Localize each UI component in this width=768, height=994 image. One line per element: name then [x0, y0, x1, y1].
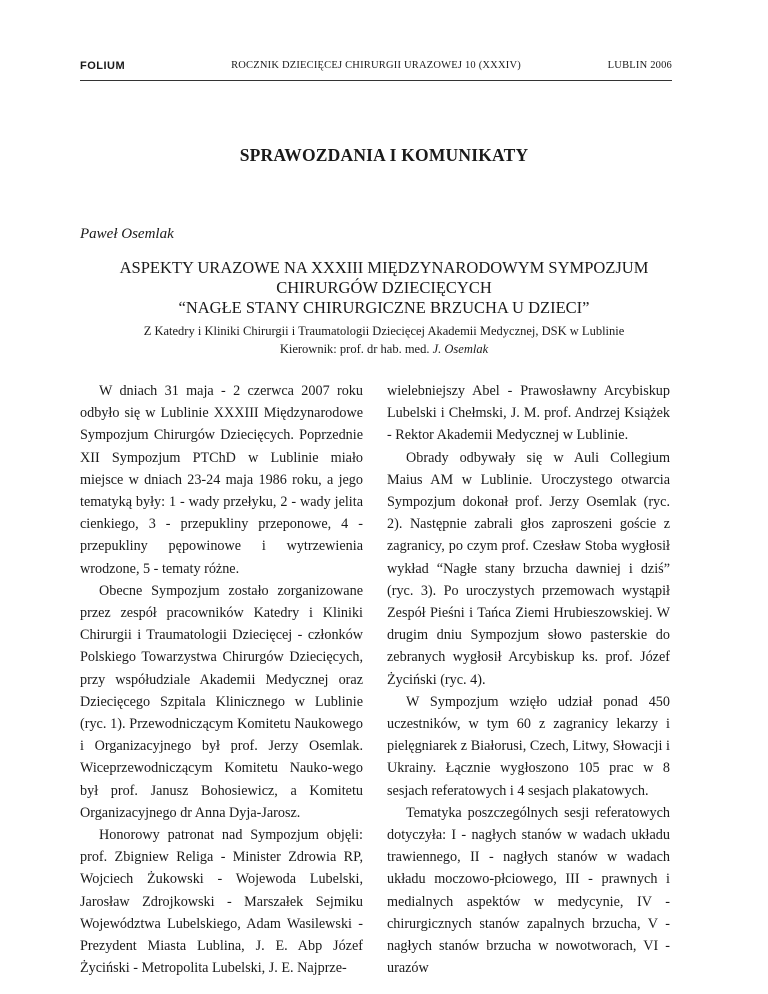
affiliation-line: Z Katedry i Kliniki Chirurgii i Traumatologii Dziecięcej Akademii Medycznej, DSK w Lublinie: [143, 324, 625, 338]
head-name: J. Osemlak: [432, 342, 489, 356]
paragraph: Tematyka poszczególnych sesji referatowych dotyczyła: I - nagłych stanów w wadach układu trawiennego, II - nagłych stanów w wadach układu moczowo-płciowego, III - prawnych i medialnych aspektów w medycynie, IV - chirurgicznych stanów zapalnych brzucha, V - nagłych stanów brzucha w nowotworach, VI - urazów: [387, 804, 670, 977]
header-rule: [80, 80, 672, 81]
title-line: “NAGŁE STANY CHIRURGICZNE BRZUCHA U DZIECI”: [178, 298, 590, 317]
paragraph: wielebniejszy Abel - Prawosławny Arcybiskup Lubelski i Chełmski, J. M. prof. Andrzej Książek - Rektor Akademii Medycznej w Lublinie.: [387, 383, 670, 444]
section-title: SPRAWOZDANIA I KOMUNIKATY: [239, 145, 529, 165]
publisher-logo: FOLIUM: [80, 60, 126, 72]
head-prefix: Kierownik: prof. dr hab. med.: [279, 342, 430, 356]
paragraph: Obrady odbywały się w Auli Collegium Maius AM w Lublinie. Uroczystego otwarcia Sympozjum dokonał prof. Jerzy Osemlak (ryc. 2). Następnie zabrali głos zaproszeni goście z zagranicy, po czym prof. Czesław Stoba wygłosił wykład “Nagłe stany brzucha dawniej i dziś” (ryc. 3). Po uroczystych przemowach wystąpił Zespół Pieśni i Tańca Ziemi Hrubieszowskiej. W drugim dniu Sympozjum słowo pasterskie do zebranych wygłosił Arcybiskup ks. prof. Józef Życiński (ryc. 4).: [387, 449, 670, 688]
journal-name: ROCZNIK DZIECIĘCEJ CHIRURGII URAZOWEJ 10 (XXXIV): [231, 60, 521, 71]
body-column-left: [80, 380, 363, 979]
affiliation-line: [40, 340, 728, 358]
author-name: Paweł Osemlak: [80, 226, 174, 242]
paragraph: Obecne Sympozjum zostało zorganizowane przez zespół pracowników Katedry i Kliniki Chirurgii i Traumatologii Dziecięcej - członków Polskiego Towarzystwa Chirurgów Dziecięcych, przy współudziale Akademii Medycznej oraz Dziecięcego Szpitala Klinicznego w Lublinie (ryc. 1). Przewodniczącym Komitetu Naukowego i Organizacyjnego był prof. Jerzy Osemlak. Wiceprzewodniczącym Komitetu Nauko-wego był prof. Janusz Bohosiewicz, a Komitetu Organizacyjnego dr Anna Dyja-Jarosz.: [80, 582, 363, 821]
article-title: [60, 258, 708, 318]
paragraph: Honorowy patronat nad Sympozjum objęli: prof. Zbigniew Religa - Minister Zdrowia RP, Wojciech Żukowski - Wojewoda Lubelski, Jarosław Zdrojkowski - Marszałek Sejmiku Województwa Lubelskiego, Adam Wasilewski - Prezydent Miasta Lublina, J. E. Abp Józef Życiński - Metropolita Lubelski, J. E. Najprze-: [80, 827, 363, 977]
title-line: CHIRURGÓW DZIECIĘCYCH: [276, 278, 492, 297]
paragraph: W dniach 31 maja - 2 czerwca 2007 roku odbyło się w Lublinie XXXIII Międzynarodowe Sympozjum Chirurgów Dziecięcych. Poprzednie XII Sympozjum PTChD w Lublinie miało miejsce w dniach 23-24 maja 1986 roku, a jego tematyką były: 1 - wady przełyku, 2 - wady jelita cienkiego, 3 - przepukliny przeponowe, 4 - przepukliny pępowinowe i wytrzewienia wrodzone, 5 - tematy różne.: [80, 383, 363, 577]
title-line: ASPEKTY URAZOWE NA XXXIII MIĘDZYNARODOWYM SYMPOZJUM: [119, 258, 649, 277]
running-header: [80, 60, 672, 76]
affiliation: [40, 322, 728, 358]
place-year: LUBLIN 2006: [607, 60, 672, 71]
paragraph: W Sympozjum wzięło udział ponad 450 uczestników, w tym 60 z zagranicy lekarzy i pielęgniarek z Białorusi, Czech, Litwy, Słowacji i Ukrainy. Łącznie wygłoszono 105 prac w 8 sesjach referatowych i 4 sesjach plakatowych.: [387, 693, 670, 799]
body-column-right: [387, 380, 670, 979]
